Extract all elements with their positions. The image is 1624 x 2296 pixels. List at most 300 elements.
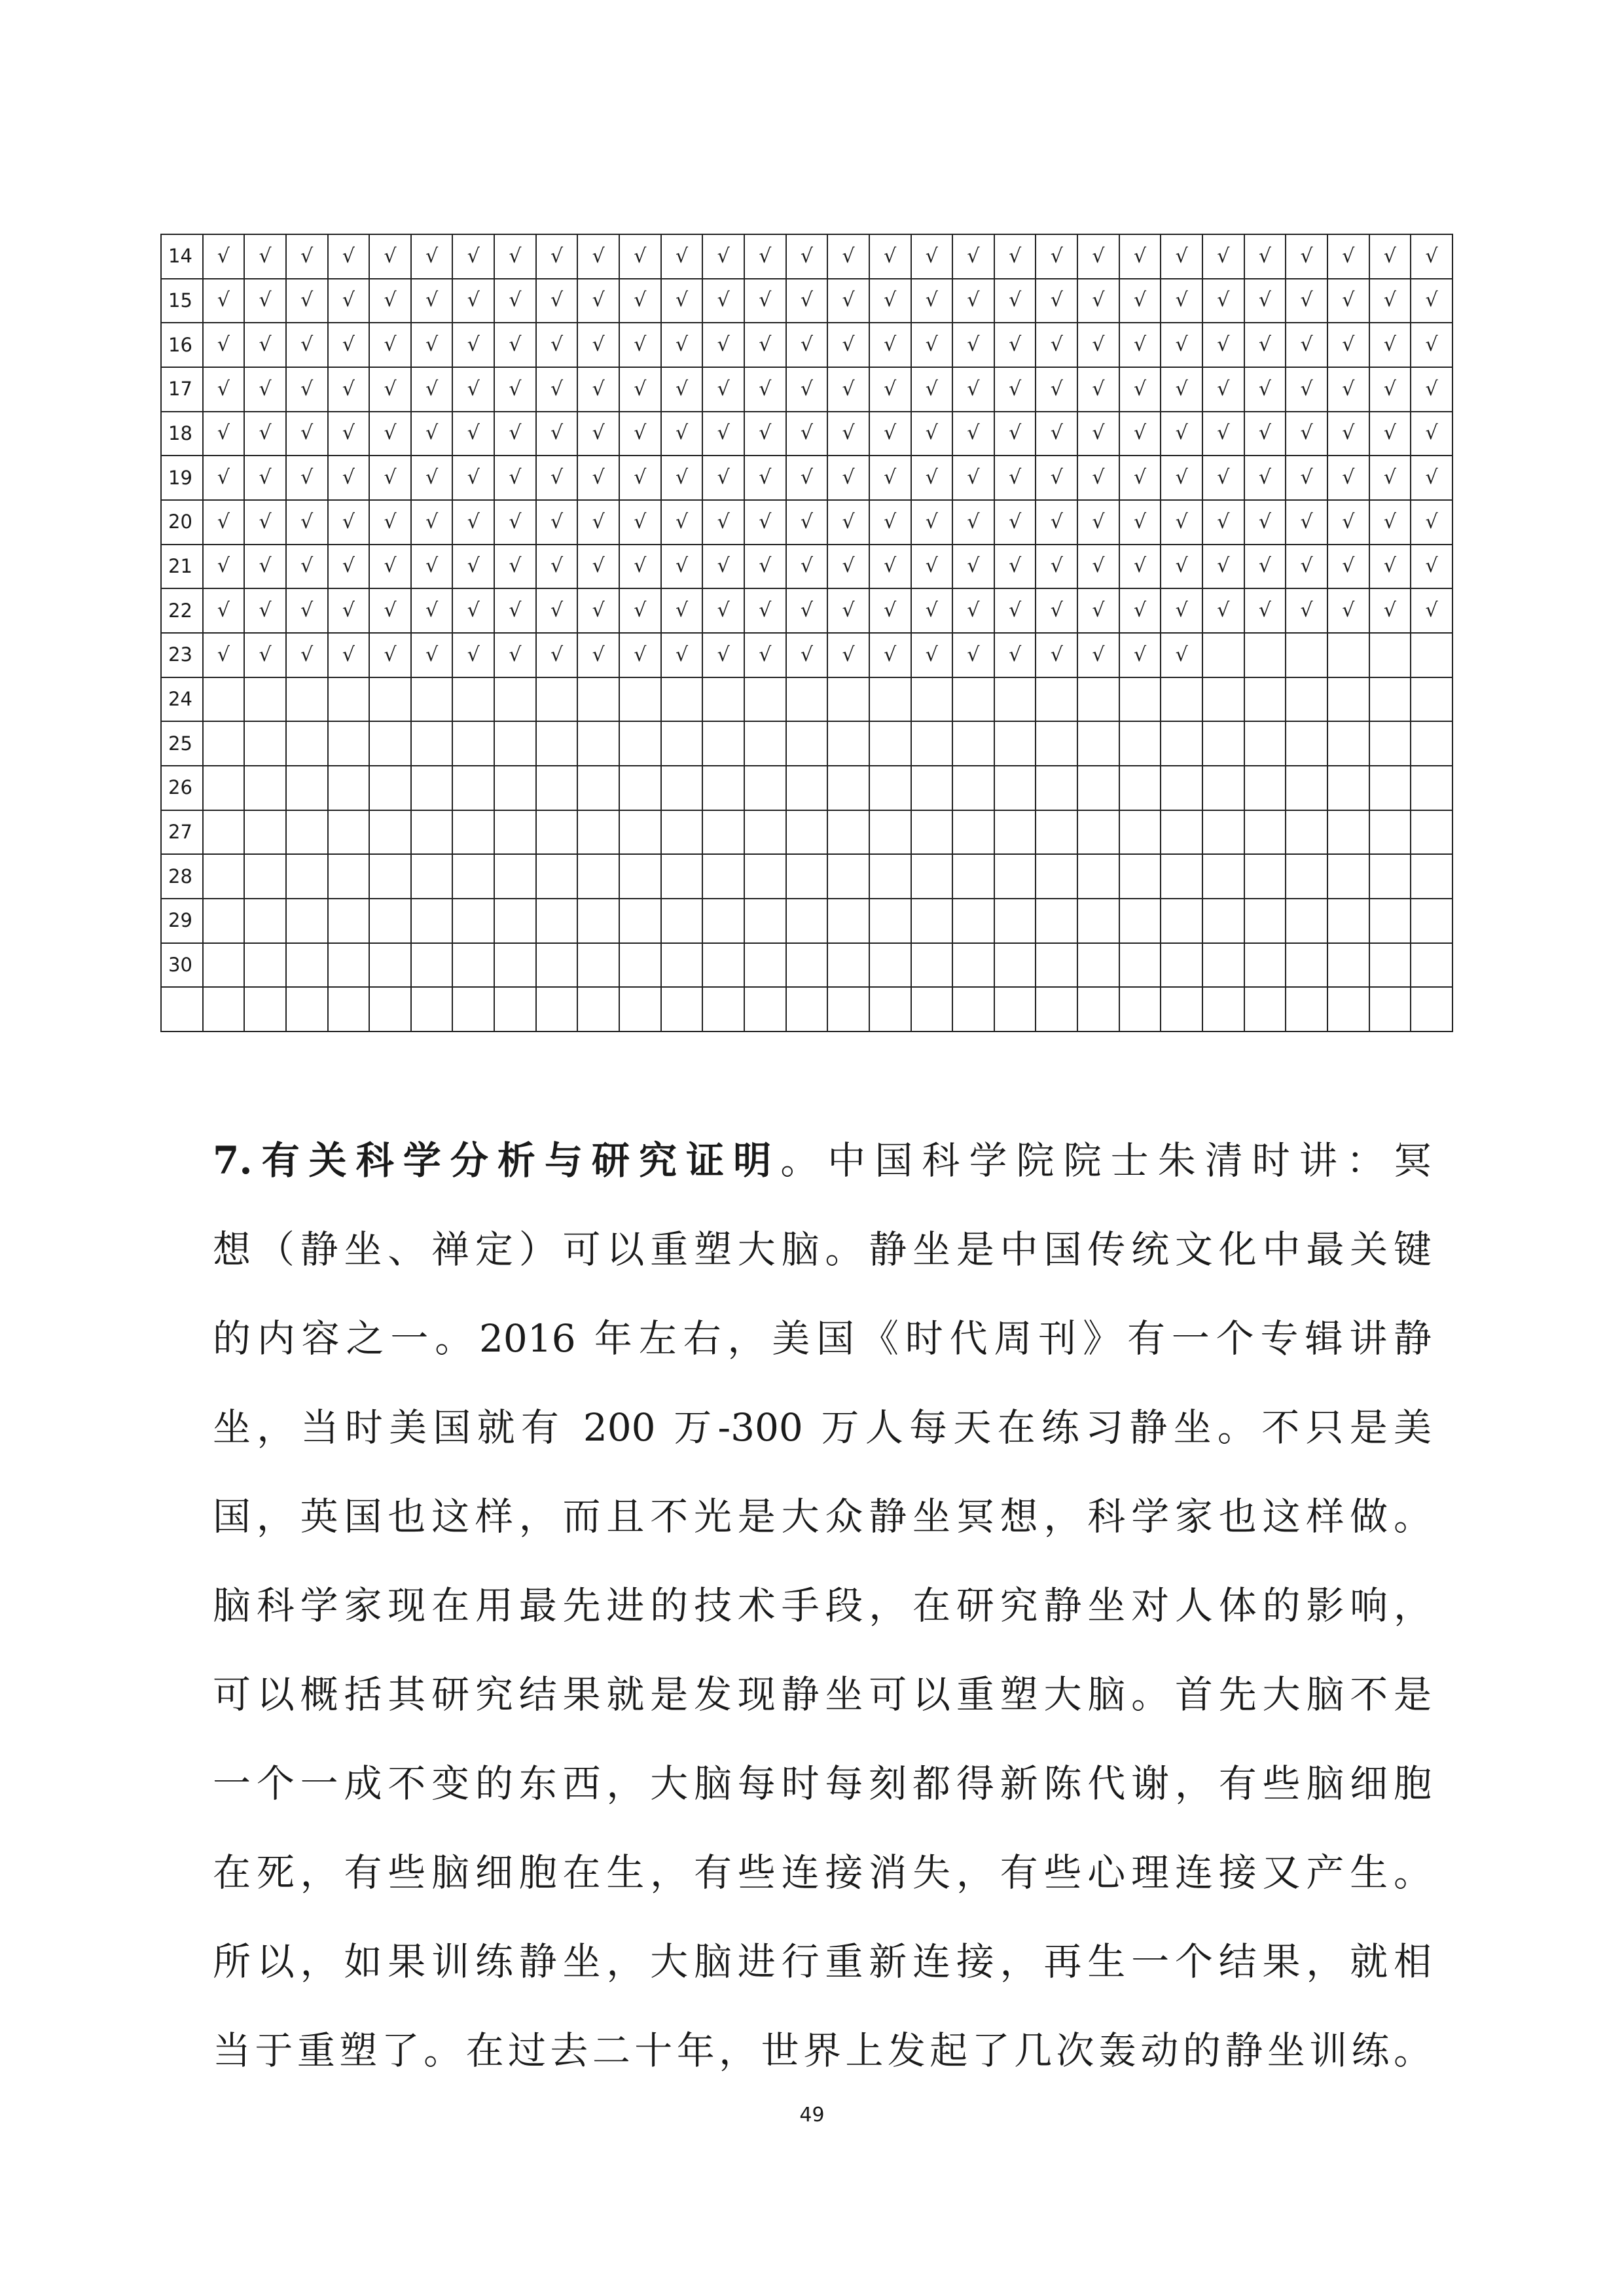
check-mark-cell: √ [1202, 367, 1244, 412]
empty-cell [702, 766, 744, 810]
check-mark-cell: √ [577, 545, 619, 589]
empty-cell [869, 899, 911, 943]
check-mark-cell: √ [1036, 323, 1077, 367]
empty-cell [869, 721, 911, 766]
empty-cell [536, 810, 578, 855]
empty-cell [827, 899, 869, 943]
check-mark-cell: √ [1077, 234, 1119, 279]
check-mark-cell: √ [911, 633, 953, 677]
empty-cell [1286, 766, 1327, 810]
table-row [161, 899, 1453, 943]
empty-cell [328, 899, 370, 943]
check-mark-cell: √ [661, 412, 703, 456]
check-mark-cell: √ [1327, 588, 1369, 633]
empty-cell [494, 677, 536, 722]
check-mark-cell: √ [1369, 323, 1411, 367]
empty-cell [369, 899, 411, 943]
empty-cell [994, 721, 1036, 766]
check-mark-cell: √ [328, 633, 370, 677]
empty-cell [869, 943, 911, 988]
paragraph-line-11: 当于重塑了。在过去二十年，世界上发起了几次轰动的静坐训练。 [213, 2028, 1432, 2073]
empty-cell [1202, 943, 1244, 988]
check-mark-cell: √ [1244, 279, 1286, 323]
empty-cell [577, 677, 619, 722]
check-mark-cell: √ [661, 234, 703, 279]
empty-cell [702, 721, 744, 766]
check-mark-cell: √ [1369, 367, 1411, 412]
check-mark-cell: √ [577, 367, 619, 412]
check-mark-cell: √ [411, 279, 453, 323]
empty-cell [1036, 899, 1077, 943]
empty-cell [203, 721, 245, 766]
day-label: 14 [161, 234, 203, 279]
check-mark-cell: √ [1369, 588, 1411, 633]
empty-cell [286, 810, 328, 855]
empty-cell [577, 943, 619, 988]
check-mark-cell: √ [328, 588, 370, 633]
paragraph-line-10: 所以，如果训练静坐，大脑进行重新连接，再生一个结果，就相 [213, 1939, 1432, 1984]
empty-cell [1369, 943, 1411, 988]
empty-cell [1161, 987, 1202, 1031]
check-mark-cell: √ [536, 456, 578, 500]
empty-cell [1286, 987, 1327, 1031]
check-mark-cell: √ [1161, 323, 1202, 367]
check-mark-cell: √ [1161, 500, 1202, 545]
check-mark-cell: √ [244, 323, 286, 367]
table-row [161, 545, 1453, 589]
check-mark-cell: √ [1411, 500, 1453, 545]
check-mark-cell: √ [1369, 412, 1411, 456]
empty-cell [452, 677, 494, 722]
empty-cell [1077, 766, 1119, 810]
check-mark-cell: √ [1077, 456, 1119, 500]
empty-cell [244, 677, 286, 722]
empty-cell [744, 766, 786, 810]
empty-cell [328, 721, 370, 766]
check-mark-cell: √ [1119, 456, 1161, 500]
empty-cell [577, 899, 619, 943]
empty-cell [911, 943, 953, 988]
check-mark-cell: √ [661, 588, 703, 633]
empty-cell [994, 854, 1036, 899]
empty-cell [827, 721, 869, 766]
empty-cell [619, 721, 661, 766]
check-mark-cell: √ [1202, 545, 1244, 589]
check-mark-cell: √ [1077, 500, 1119, 545]
check-mark-cell: √ [328, 323, 370, 367]
check-mark-cell: √ [661, 633, 703, 677]
empty-cell [494, 943, 536, 988]
empty-cell [1369, 810, 1411, 855]
empty-cell [536, 987, 578, 1031]
empty-cell [369, 854, 411, 899]
check-mark-cell: √ [994, 234, 1036, 279]
empty-cell [994, 677, 1036, 722]
empty-cell [452, 987, 494, 1031]
check-mark-cell: √ [244, 367, 286, 412]
paragraph-line-4: 坐，当时美国就有 200 万-300 万人每天在练习静坐。不只是美 [213, 1405, 1432, 1450]
check-mark-cell: √ [827, 633, 869, 677]
check-mark-cell: √ [328, 412, 370, 456]
check-mark-cell: √ [1286, 500, 1327, 545]
check-mark-cell: √ [452, 545, 494, 589]
check-mark-cell: √ [619, 279, 661, 323]
empty-cell [1327, 899, 1369, 943]
empty-cell [536, 766, 578, 810]
check-mark-cell: √ [1327, 545, 1369, 589]
check-mark-cell: √ [1244, 545, 1286, 589]
check-mark-cell: √ [744, 234, 786, 279]
check-mark-cell: √ [827, 545, 869, 589]
check-mark-cell: √ [577, 323, 619, 367]
check-mark-cell: √ [1202, 588, 1244, 633]
empty-cell [328, 677, 370, 722]
empty-cell [244, 721, 286, 766]
check-mark-cell: √ [702, 456, 744, 500]
check-mark-cell: √ [702, 545, 744, 589]
empty-cell [786, 677, 828, 722]
check-mark-cell: √ [1161, 412, 1202, 456]
check-mark-cell: √ [1119, 323, 1161, 367]
table-row [161, 367, 1453, 412]
check-mark-cell: √ [577, 500, 619, 545]
empty-cell [911, 810, 953, 855]
check-mark-cell: √ [1036, 367, 1077, 412]
check-mark-cell: √ [1119, 367, 1161, 412]
check-mark-cell: √ [1119, 588, 1161, 633]
empty-cell [536, 943, 578, 988]
check-mark-cell: √ [1244, 367, 1286, 412]
empty-cell [203, 854, 245, 899]
check-mark-cell: √ [369, 279, 411, 323]
check-mark-cell: √ [577, 234, 619, 279]
check-mark-cell: √ [869, 323, 911, 367]
check-mark-cell: √ [619, 367, 661, 412]
check-mark-cell: √ [369, 588, 411, 633]
check-mark-cell: √ [744, 588, 786, 633]
check-mark-cell: √ [1202, 323, 1244, 367]
empty-cell [1202, 633, 1244, 677]
paragraph-line-5: 国，英国也这样，而且不光是大众静坐冥想，科学家也这样做。 [213, 1494, 1432, 1539]
empty-cell [827, 810, 869, 855]
empty-cell [1036, 854, 1077, 899]
paragraph-line-2: 想（静坐、禅定）可以重塑大脑。静坐是中国传统文化中最关键 [213, 1227, 1432, 1272]
empty-cell [1036, 943, 1077, 988]
check-mark-cell: √ [1036, 500, 1077, 545]
empty-cell [1327, 721, 1369, 766]
empty-cell [1411, 810, 1453, 855]
empty-cell [494, 810, 536, 855]
empty-cell [1119, 810, 1161, 855]
empty-cell [786, 854, 828, 899]
empty-cell [911, 766, 953, 810]
empty-cell [1036, 721, 1077, 766]
empty-cell [203, 987, 245, 1031]
empty-cell [1036, 810, 1077, 855]
empty-cell [244, 854, 286, 899]
check-mark-cell: √ [1119, 545, 1161, 589]
check-mark-cell: √ [1119, 412, 1161, 456]
check-mark-cell: √ [911, 588, 953, 633]
empty-cell [869, 987, 911, 1031]
check-mark-cell: √ [1161, 545, 1202, 589]
empty-cell [536, 677, 578, 722]
check-mark-cell: √ [203, 279, 245, 323]
check-mark-cell: √ [744, 412, 786, 456]
empty-cell [952, 810, 994, 855]
empty-cell [1036, 677, 1077, 722]
check-mark-cell: √ [827, 323, 869, 367]
check-mark-cell: √ [494, 323, 536, 367]
check-mark-cell: √ [1327, 456, 1369, 500]
empty-cell [1202, 677, 1244, 722]
empty-cell [1411, 943, 1453, 988]
table-row [161, 456, 1453, 500]
check-mark-cell: √ [619, 500, 661, 545]
empty-cell [1077, 943, 1119, 988]
check-mark-cell: √ [328, 234, 370, 279]
empty-cell [661, 943, 703, 988]
check-mark-cell: √ [952, 412, 994, 456]
check-mark-cell: √ [1077, 633, 1119, 677]
check-mark-cell: √ [452, 633, 494, 677]
check-mark-cell: √ [203, 588, 245, 633]
check-mark-cell: √ [869, 545, 911, 589]
check-mark-cell: √ [577, 412, 619, 456]
empty-cell [1327, 766, 1369, 810]
check-mark-cell: √ [619, 412, 661, 456]
day-label: 29 [161, 899, 203, 943]
empty-cell [577, 721, 619, 766]
table-row [161, 943, 1453, 988]
check-mark-cell: √ [702, 323, 744, 367]
empty-cell [328, 943, 370, 988]
empty-cell [1202, 721, 1244, 766]
empty-cell [411, 854, 453, 899]
empty-cell [661, 721, 703, 766]
empty-cell [452, 721, 494, 766]
empty-cell [786, 899, 828, 943]
check-mark-cell: √ [411, 323, 453, 367]
check-mark-cell: √ [1327, 279, 1369, 323]
empty-cell [744, 810, 786, 855]
empty-cell [1244, 943, 1286, 988]
check-mark-cell: √ [1036, 588, 1077, 633]
check-mark-cell: √ [702, 367, 744, 412]
empty-cell [661, 677, 703, 722]
empty-cell [494, 766, 536, 810]
empty-cell [911, 899, 953, 943]
table-row [161, 588, 1453, 633]
empty-cell [1411, 854, 1453, 899]
empty-cell [411, 987, 453, 1031]
day-label: 22 [161, 588, 203, 633]
check-mark-cell: √ [1411, 456, 1453, 500]
empty-cell [1286, 633, 1327, 677]
check-mark-cell: √ [952, 545, 994, 589]
empty-cell [1077, 810, 1119, 855]
check-mark-cell: √ [1202, 234, 1244, 279]
empty-cell [1036, 987, 1077, 1031]
empty-cell [1411, 987, 1453, 1031]
empty-cell [744, 943, 786, 988]
check-mark-cell: √ [952, 500, 994, 545]
check-mark-cell: √ [827, 279, 869, 323]
check-mark-cell: √ [577, 633, 619, 677]
check-mark-cell: √ [1286, 412, 1327, 456]
empty-cell [203, 766, 245, 810]
empty-cell [661, 987, 703, 1031]
empty-cell [1202, 899, 1244, 943]
check-mark-cell: √ [1286, 323, 1327, 367]
check-mark-cell: √ [786, 588, 828, 633]
empty-cell [1327, 633, 1369, 677]
empty-cell [369, 721, 411, 766]
check-mark-cell: √ [994, 545, 1036, 589]
empty-cell [328, 810, 370, 855]
day-label: 24 [161, 677, 203, 722]
empty-cell [286, 721, 328, 766]
empty-cell [1202, 766, 1244, 810]
table-row [161, 677, 1453, 722]
day-label: 20 [161, 500, 203, 545]
check-mark-cell: √ [911, 279, 953, 323]
check-mark-cell: √ [911, 500, 953, 545]
empty-cell [619, 810, 661, 855]
check-mark-cell: √ [244, 545, 286, 589]
empty-cell [702, 677, 744, 722]
empty-cell [286, 943, 328, 988]
empty-cell [952, 899, 994, 943]
empty-cell [619, 987, 661, 1031]
check-mark-cell: √ [286, 500, 328, 545]
check-mark-cell: √ [1327, 234, 1369, 279]
empty-cell [494, 854, 536, 899]
check-mark-cell: √ [1202, 456, 1244, 500]
empty-cell [369, 810, 411, 855]
check-mark-cell: √ [452, 279, 494, 323]
check-mark-cell: √ [994, 588, 1036, 633]
check-mark-cell: √ [369, 500, 411, 545]
empty-cell [1244, 854, 1286, 899]
empty-cell [911, 987, 953, 1031]
empty-cell [1327, 810, 1369, 855]
empty-cell [203, 677, 245, 722]
day-label: 21 [161, 545, 203, 589]
empty-cell [411, 943, 453, 988]
empty-cell [494, 987, 536, 1031]
check-mark-cell: √ [328, 456, 370, 500]
check-mark-cell: √ [286, 545, 328, 589]
empty-cell [1369, 633, 1411, 677]
check-mark-cell: √ [244, 412, 286, 456]
empty-cell [786, 810, 828, 855]
empty-cell [1161, 943, 1202, 988]
check-mark-cell: √ [286, 412, 328, 456]
empty-cell [452, 810, 494, 855]
empty-cell [744, 899, 786, 943]
empty-cell [619, 899, 661, 943]
check-mark-cell: √ [869, 367, 911, 412]
empty-cell [203, 899, 245, 943]
check-mark-cell: √ [286, 323, 328, 367]
check-mark-cell: √ [244, 500, 286, 545]
check-mark-cell: √ [827, 456, 869, 500]
check-mark-cell: √ [1244, 588, 1286, 633]
check-mark-cell: √ [494, 367, 536, 412]
check-mark-cell: √ [328, 367, 370, 412]
check-mark-cell: √ [1369, 456, 1411, 500]
empty-cell [744, 987, 786, 1031]
check-mark-cell: √ [452, 456, 494, 500]
empty-cell [1244, 899, 1286, 943]
empty-cell [1286, 943, 1327, 988]
check-mark-cell: √ [786, 323, 828, 367]
empty-cell [1077, 854, 1119, 899]
check-mark-cell: √ [911, 234, 953, 279]
check-mark-cell: √ [744, 367, 786, 412]
check-mark-cell: √ [411, 412, 453, 456]
check-mark-cell: √ [452, 323, 494, 367]
empty-cell [1244, 721, 1286, 766]
check-mark-cell: √ [786, 279, 828, 323]
check-mark-cell: √ [869, 279, 911, 323]
paragraph-line-6: 脑科学家现在用最先进的技术手段，在研究静坐对人体的影响， [213, 1583, 1432, 1628]
check-mark-cell: √ [328, 500, 370, 545]
empty-cell [1119, 943, 1161, 988]
check-mark-cell: √ [1119, 234, 1161, 279]
empty-cell [786, 721, 828, 766]
check-mark-cell: √ [1327, 500, 1369, 545]
empty-cell [1286, 677, 1327, 722]
check-mark-cell: √ [1327, 323, 1369, 367]
check-mark-cell: √ [411, 500, 453, 545]
check-mark-cell: √ [411, 545, 453, 589]
empty-cell [536, 854, 578, 899]
check-mark-cell: √ [411, 456, 453, 500]
day-label [161, 987, 203, 1031]
empty-cell [702, 810, 744, 855]
empty-cell [577, 810, 619, 855]
check-mark-cell: √ [786, 500, 828, 545]
table-row [161, 810, 1453, 855]
check-mark-cell: √ [1244, 500, 1286, 545]
check-mark-cell: √ [1286, 279, 1327, 323]
check-mark-cell: √ [1077, 279, 1119, 323]
check-mark-cell: √ [1411, 323, 1453, 367]
check-mark-cell: √ [203, 234, 245, 279]
check-mark-cell: √ [786, 545, 828, 589]
check-mark-cell: √ [286, 588, 328, 633]
check-mark-cell: √ [1077, 412, 1119, 456]
table-row [161, 279, 1453, 323]
empty-cell [827, 677, 869, 722]
check-mark-cell: √ [1286, 545, 1327, 589]
empty-cell [994, 810, 1036, 855]
check-mark-cell: √ [1369, 545, 1411, 589]
empty-cell [1286, 899, 1327, 943]
check-mark-cell: √ [452, 367, 494, 412]
empty-cell [702, 943, 744, 988]
check-mark-cell: √ [661, 456, 703, 500]
empty-cell [244, 987, 286, 1031]
empty-cell [869, 810, 911, 855]
check-mark-cell: √ [702, 588, 744, 633]
empty-cell [1244, 677, 1286, 722]
table-row [161, 721, 1453, 766]
paragraph-line-text: 。中国科学院院士朱清时讲：冥 [780, 1138, 1432, 1183]
empty-cell [1119, 899, 1161, 943]
